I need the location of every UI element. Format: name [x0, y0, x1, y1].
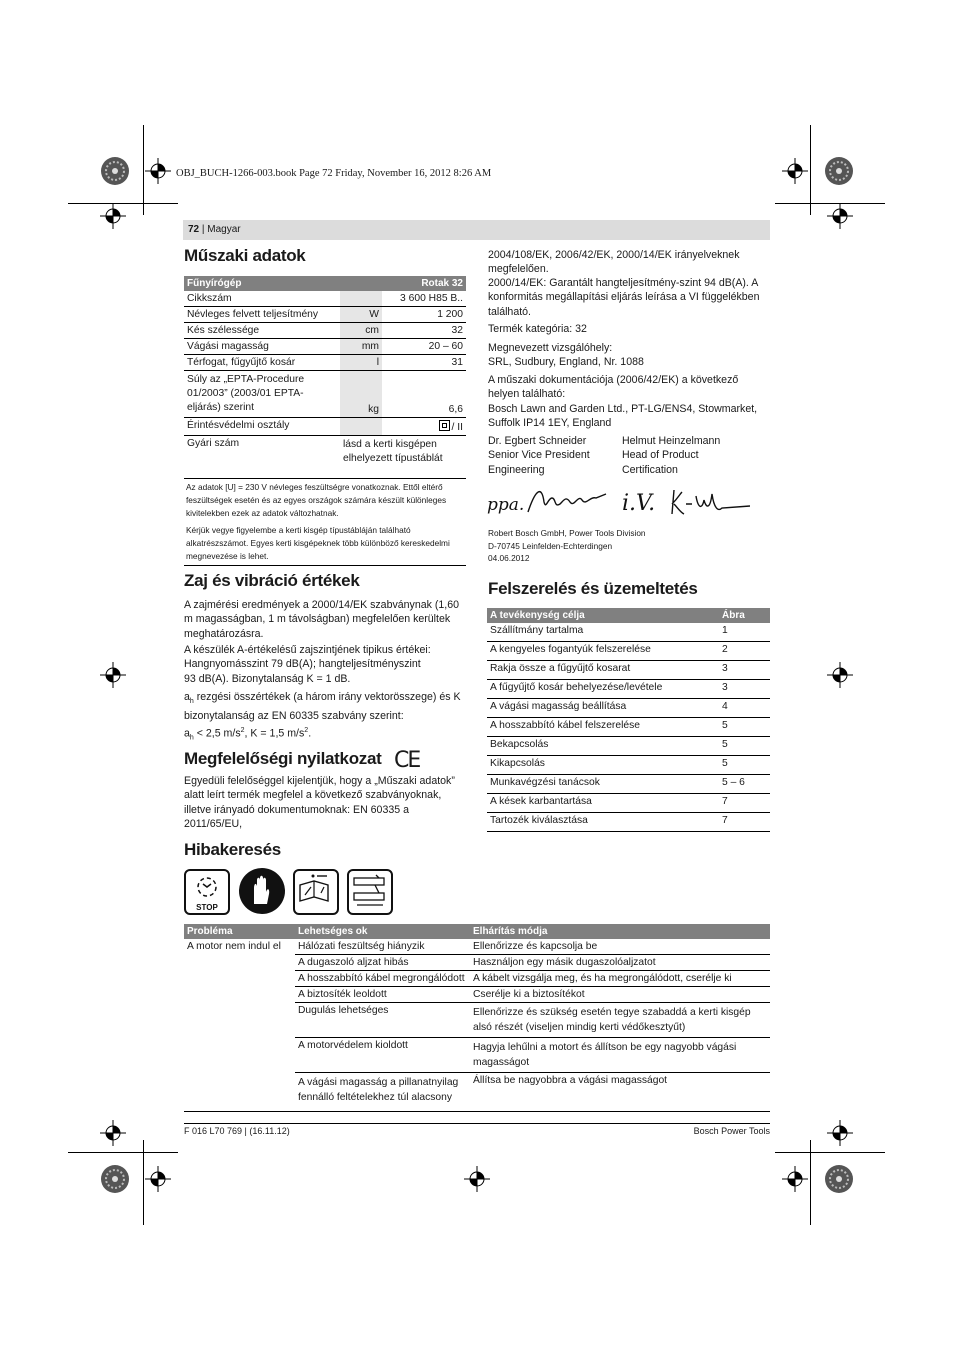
stop-blade-icon: [184, 869, 230, 915]
manual-icon: [293, 869, 339, 915]
page-language: Magyar: [207, 224, 241, 235]
color-wheel-mark: [100, 156, 130, 186]
registration-mark: [145, 158, 171, 184]
registration-mark: [145, 1166, 171, 1192]
registration-mark: [827, 662, 853, 688]
registration-mark: [827, 203, 853, 229]
product-category: Termék kategória: 32: [488, 323, 587, 335]
color-wheel-mark: [100, 1164, 130, 1194]
test-lab: Megnevezett vizsgálóhely: SRL, Sudbury, England, Nr. 1088: [488, 342, 644, 369]
signature-2-prefix: i.V.: [622, 491, 656, 516]
table-row: Térfogat, fűgyűjtő kosár l 31: [184, 355, 466, 371]
tech-note-2: Kérjük vegye figyelembe a kerti kisgép típustábláján található alkatrészszámot. Egyes kerti kisgépeknek több különböző kereskedelmi megnevezése is lehet.: [186, 525, 450, 561]
tech-head-left: Fűnyírógép: [184, 276, 382, 291]
trouble-problem: A motor nem indul el: [187, 941, 281, 952]
trouble-heading: Hibakeresés: [184, 840, 281, 859]
table-row: A vágási magasság beállítása 4: [487, 699, 770, 718]
conformity-heading: Megfelelőségi nyilatkozat: [184, 749, 382, 768]
noise-paragraph-2: A készülék A-értékelésű zajszintjének tipikus értékei: Hangnyomásszint 79 dB(A); hangteljesítményszint 93 dB(A). Bizonytalanság K = 1 dB.: [184, 644, 431, 685]
table-row: A hosszabbító kábel felszerelése 5: [487, 718, 770, 737]
table-row: A hosszabbító kábel megrongálódott A kábelt vizsgálja meg, és ha megrongálódott, cserélje ki: [184, 971, 770, 987]
table-row: Kikapcsolás 5: [487, 756, 770, 775]
table-row: A fűgyűjtő kosár behelyezése/levétele 3: [487, 680, 770, 699]
registration-mark: [827, 1120, 853, 1146]
trouble-table: [184, 924, 770, 1107]
page-header-bar: [183, 220, 770, 240]
table-row: Tartozék kiválasztása 7: [487, 813, 770, 832]
table-row: A dugaszoló aljzat hibás Használjon egy másik dugaszolóaljzatot: [184, 955, 770, 971]
tech-table: [184, 276, 466, 468]
table-row: Munkavégzési tanácsok 5 – 6: [487, 775, 770, 794]
table-row: Szállítmány tartalma 1: [487, 623, 770, 642]
tech-heading: Műszaki adatok: [184, 246, 306, 265]
notes-bottom-rule: [184, 565, 466, 566]
noise-paragraph-3: $a_h$ rezgési összértékek (a három irány vektorösszege) és K bizonytalanság az EN 60335 szabvány szerint: $a_h < 2,5$ $m/s^2$, K = 1,5 $m/s^2$.: [184, 691, 461, 742]
ce-mark: CE: [394, 748, 420, 773]
directives-text: 2004/108/EK, 2006/42/EK, 2000/14/EK irányelveknek megfelelően.: [488, 249, 740, 276]
color-wheel-mark: [824, 156, 854, 186]
noise-guarantee-text: 2000/14/EK: Garantált hangteljesítmény-szint 94 dB(A). A konformitás megállapítási eljárás leírása a VI függelékben található.: [488, 277, 760, 318]
conformity-paragraph: Egyedüli felelőséggel kijelentjük, hogy a „Műszaki adatok” alatt leírt termék megfelel a következő szabványoknak, illetve irányadó dokumentumoknak: EN 60335 a 2011/65/EU,: [184, 775, 455, 830]
print-slug: OBJ_BUCH-1266-003.book Page 72 Friday, November 16, 2012 8:26 AM: [176, 168, 492, 179]
registration-mark: [782, 1166, 808, 1192]
table-row: A kengyeles fogantyúk felszerelése 2: [487, 642, 770, 661]
table-row: Kés szélessége cm 32: [184, 323, 466, 339]
registration-mark: [100, 203, 126, 229]
table-row: A kések karbantartása 7: [487, 794, 770, 813]
maintenance-icon: [347, 869, 393, 915]
footer-left: F 016 L70 769 | (16.11.12): [184, 1126, 290, 1136]
footer-right: Bosch Power Tools: [693, 1126, 770, 1136]
table-row: Bekapcsolás 5: [487, 737, 770, 756]
table-row: Névleges felvett teljesítmény W 1 200: [184, 307, 466, 323]
operation-table: [487, 608, 770, 832]
trouble-bottom-rule: [184, 1111, 770, 1112]
table-row: Rakja össze a fűgyűjtő kosarat 3: [487, 661, 770, 680]
table-row: Érintésvédelmi osztály / II: [184, 418, 466, 436]
table-row: Gyári szám lásd a kerti kisgépen elhelyezett típustáblát: [187, 438, 443, 464]
table-row: Dugulás lehetséges Ellenőrizze és szükség esetén tegye szabaddá a kerti kisgép alsó részét (viseljen mindig kerti védőkesztyűt): [184, 1003, 770, 1038]
operation-heading: Felszerelés és üzemeltetés: [488, 579, 698, 598]
table-row: Vágási magasság mm 20 – 60: [184, 339, 466, 355]
noise-paragraph-1: A zajmérési eredmények a 2000/14/EK szabványnak (1,60 m magasságban, 1 m távolságban) megfelelően kerültek meghatározásra.: [184, 599, 460, 640]
stop-label: STOP: [196, 903, 218, 912]
operation-head-right: Ábra: [719, 608, 770, 623]
technical-file-text: A műszaki dokumentációja (2006/42/EK) a következő helyen található: Bosch Lawn and Garden Ltd., PT-LG/ENS4, Stowmarket, Suffolk IP14 1EY, England: [488, 374, 758, 429]
trouble-col-problem: Probléma: [184, 924, 295, 939]
registration-mark: [464, 1166, 490, 1192]
footer-rule: [184, 1123, 770, 1124]
table-row: Súly az „EPTA-Procedure 01/2003” (2003/01 EPTA-eljárás) szerint kg 6,6: [184, 371, 466, 418]
signatory-2: Helmut Heinzelmann Head of Product Certification: [622, 435, 721, 476]
table-row: A motorvédelem kioldott Hagyja lehűlni a motort és állítson be egy nagyobb vágási magasságot: [184, 1038, 770, 1073]
tech-head-right: Rotak 32: [382, 276, 466, 291]
double-insulation-icon: [439, 420, 450, 431]
company-address: Robert Bosch GmbH, Power Tools Division D-70745 Leinfelden-Echterdingen 04.06.2012: [488, 528, 646, 563]
gloves-icon: [239, 868, 285, 914]
registration-mark: [782, 158, 808, 184]
tech-note-1: Az adatok [U] = 230 V névleges feszültségre vonatkoznak. Ettől eltérő feszültségek esetén és az egyes országok számára készült különleges kivitelekben ezek az adatok változhatnak.: [186, 482, 447, 518]
signatory-1: Dr. Egbert Schneider Senior Vice President Engineering: [488, 435, 590, 476]
table-row: A motor nem indul el Hálózati feszültség hiányzik Ellenőrizze és kapcsolja be: [184, 939, 770, 955]
page-number: 72 | Magyar: [188, 224, 241, 235]
table-row: A vágási magasság a pillanatnyilag fennálló feltételekhez túl alacsony Állítsa be nagyobbra a vágási magasságot: [298, 1075, 668, 1103]
table-row: Cikkszám 3 600 H85 B..: [184, 291, 466, 307]
signature-1-prefix: ppa.: [487, 495, 525, 515]
signature-1: [486, 484, 611, 520]
page-number-value: 72: [188, 224, 200, 235]
operation-head-left: A tevékenység célja: [487, 608, 719, 623]
tech-table-bottom-rule: [184, 478, 466, 479]
signature-2: [622, 484, 754, 520]
registration-mark: [100, 1120, 126, 1146]
registration-mark: [100, 662, 126, 688]
noise-heading: Zaj és vibráció értékek: [184, 571, 360, 590]
table-row: A biztosíték leoldott Cserélje ki a biztosítékot: [184, 987, 770, 1003]
trouble-col-cause: Lehetséges ok: [295, 924, 470, 939]
color-wheel-mark: [824, 1164, 854, 1194]
trouble-col-remedy: Elhárítás módja: [470, 924, 770, 939]
